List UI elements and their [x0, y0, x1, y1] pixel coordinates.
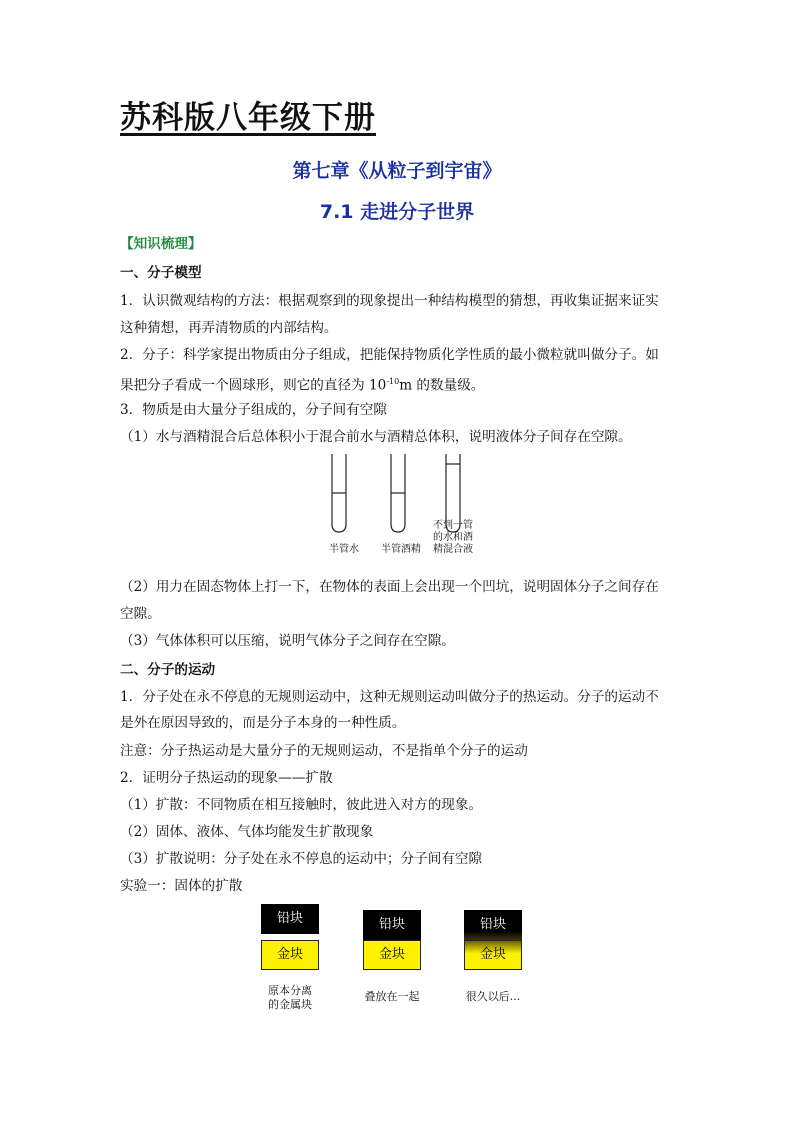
knowledge-tag: 【知识梳理】 — [120, 236, 202, 252]
motion-paragraph-1b: 是外在原因导致的，而是分子本身的一种性质。 — [120, 715, 406, 731]
paragraph-3-3: （3）气体体积可以压缩，说明气体分子之间存在空隙。 — [120, 633, 455, 649]
note-text: 注意：分子热运动是大量分子的无规则运动，不是指单个分子的运动 — [120, 743, 528, 759]
gold-block-2: 金块 — [363, 940, 421, 970]
caption-separated: 原本分离 的金属块 — [268, 984, 312, 1011]
section-title: 7.1 走进分子世界 — [319, 201, 475, 223]
caption-stacked: 叠放在一起 — [364, 990, 420, 1003]
caption-mixture: 不到一管 的水和酒 精混合液 — [433, 520, 473, 555]
paragraph-3-1: （1）水与酒精混合后总体积小于混合前水与酒精总体积，说明液体分子间存在空隙。 — [120, 429, 632, 445]
experiment-title: 实验一：固体的扩散 — [120, 878, 243, 894]
paragraph-2b: 果把分子看成一个圆球形，则它的直径为 $10^{-10}m$ 的数量级。 — [120, 377, 485, 394]
test-tubes-figure — [320, 452, 480, 570]
paragraph-1b: 这种猜想，再弄清物质的内部结构。 — [120, 320, 338, 336]
motion-paragraph-2: 2．证明分子热运动的现象——扩散 — [120, 770, 333, 786]
caption-half-alcohol: 半管酒精 — [381, 544, 421, 555]
gold-block-3: 金块 — [464, 940, 522, 970]
caption-long-after: 很久以后... — [465, 990, 521, 1003]
heading-molecule-model: 一、分子模型 — [120, 265, 202, 281]
paragraph-3-2b: 空隙。 — [120, 606, 161, 622]
paragraph-3-2a: （2）用力在固态物体上打一下，在物体的表面上会出现一个凹坑，说明固体分子之间存在 — [120, 579, 659, 595]
heading-molecular-motion: 二、分子的运动 — [120, 662, 216, 678]
paragraph-1a: 1．认识微观结构的方法：根据观察到的现象提出一种结构模型的猜想，再收集证据来证实 — [120, 293, 659, 309]
tube-alcohol — [391, 454, 405, 532]
paragraph-3: 3．物质是由大量分子组成的，分子间有空隙 — [120, 402, 387, 418]
tube-water — [332, 454, 346, 532]
motion-paragraph-2-2: （2）固体、液体、气体均能发生扩散现象 — [120, 824, 374, 840]
caption-half-water: 半管水 — [329, 544, 359, 555]
diffusion-blocks-figure — [250, 900, 550, 1020]
motion-paragraph-2-3: （3）扩散说明：分子处在永不停息的运动中；分子间有空隙 — [120, 851, 483, 867]
motion-paragraph-2-1: （1）扩散：不同物质在相互接触时，彼此进入对方的现象。 — [120, 797, 483, 813]
lead-block-3: 铅块 — [464, 910, 522, 940]
motion-paragraph-1a: 1．分子处在永不停息的无规则运动中，这种无规则运动叫做分子的热运动。分子的运动不 — [120, 689, 659, 705]
chapter-title: 第七章《从粒子到宇宙》 — [292, 160, 502, 182]
document-title: 苏科版八年级下册 — [120, 100, 376, 136]
lead-block-1: 铅块 — [261, 904, 319, 934]
gold-block-1: 金块 — [261, 940, 319, 970]
lead-block-2: 铅块 — [363, 910, 421, 940]
paragraph-2a: 2．分子：科学家提出物质由分子组成，把能保持物质化学性质的最小微粒就叫做分子。如 — [120, 347, 659, 363]
